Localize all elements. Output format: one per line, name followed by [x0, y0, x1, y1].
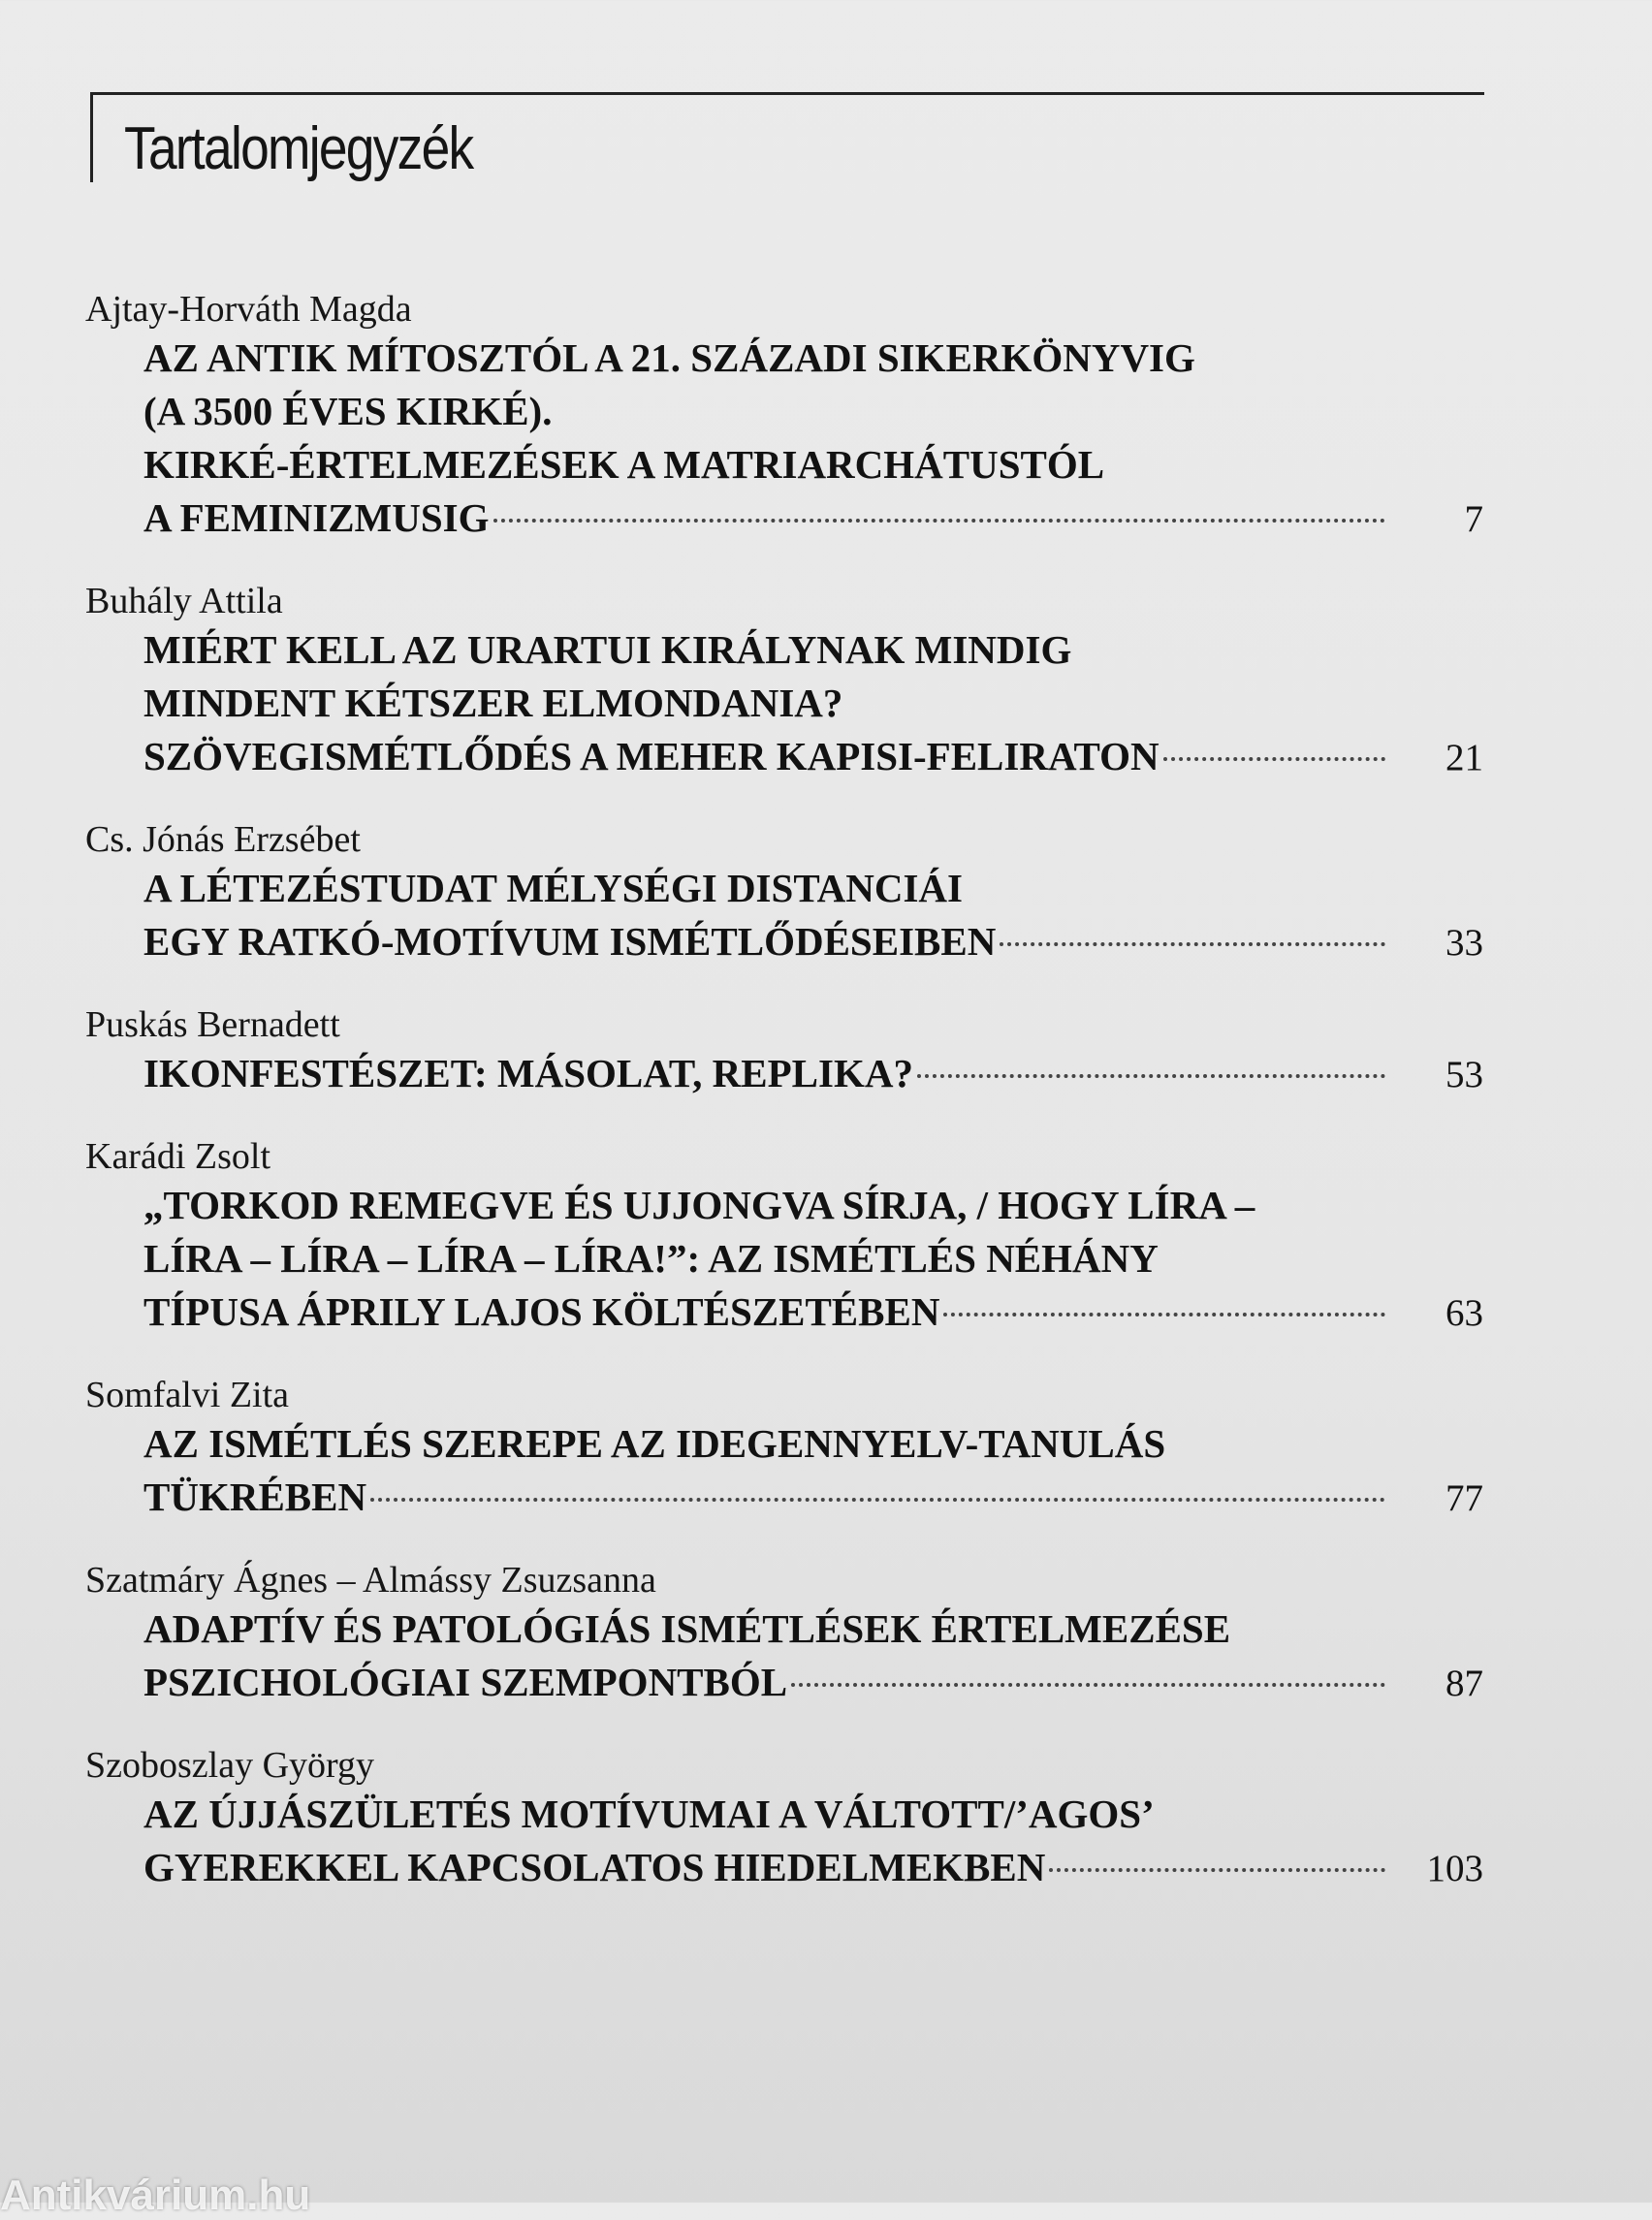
toc-entry-author: Somfalvi Zita [85, 1375, 290, 1415]
toc-entry-page-number: 77 [1446, 1477, 1483, 1519]
toc-entry-title-text: A FEMINIZMUSIG [143, 495, 490, 540]
toc-entry-title-text: MINDENT KÉTSZER ELMONDANIA? [143, 681, 843, 725]
toc-entry [85, 1002, 1483, 1101]
toc-entry [85, 1743, 1483, 1895]
dot-leader [791, 1683, 1385, 1687]
toc-entry-title-line [85, 730, 1483, 784]
toc-entry-title-line [85, 492, 1483, 546]
toc-entry-title-text: (A 3500 ÉVES KIRKÉ). [143, 389, 553, 433]
toc-entry-title-text: KIRKÉ-ÉRTELMEZÉSEK A MATRIARCHÁTUSTÓL [143, 442, 1105, 487]
toc-entry-title-line [85, 862, 1483, 915]
toc-entry-title-text: TÜKRÉBEN [143, 1475, 367, 1519]
toc-entry-title-text: EGY RATKÓ-MOTÍVUM ISMÉTLŐDÉSEIBEN [143, 919, 997, 964]
toc-entry-author: Buhály Attila [85, 581, 283, 621]
toc-entry [85, 1373, 1483, 1525]
dot-leader [1049, 1868, 1385, 1872]
toc-entry-title-line [85, 1047, 1483, 1101]
toc-entry-page-number: 87 [1446, 1663, 1483, 1704]
watermark-text: Antikvárium.hu [0, 2172, 311, 2219]
toc-entry-title-text: MIÉRT KELL AZ URARTUI KIRÁLYNAK MINDIG [143, 627, 1072, 672]
toc-entry-page-number: 63 [1446, 1292, 1483, 1334]
toc-entry-page-number: 7 [1464, 498, 1483, 540]
toc-entry-author: Cs. Jónás Erzsébet [85, 819, 361, 860]
toc-entry [85, 579, 1483, 784]
toc-entry-title-line [85, 1179, 1483, 1232]
toc-entry-author: Karádi Zsolt [85, 1136, 271, 1177]
toc-entry-title-line [85, 1417, 1483, 1471]
toc-entry-page-number: 53 [1446, 1054, 1483, 1095]
toc-entry [85, 1134, 1483, 1340]
page-title: Tartalomjegyzék [124, 115, 473, 182]
dot-leader [943, 1313, 1385, 1316]
toc-entry-title-text: ADAPTÍV ÉS PATOLÓGIÁS ISMÉTLÉSEK ÉRTELMEZÉSE [143, 1606, 1231, 1651]
toc-entry-title-line [85, 1788, 1483, 1841]
toc-entry-title-line [85, 438, 1483, 492]
toc-entry-title-text: IKONFESTÉSZET: MÁSOLAT, REPLIKA? [143, 1051, 913, 1095]
toc-entry-title-line [85, 1232, 1483, 1285]
toc-entry-title-line [85, 1602, 1483, 1656]
toc-entry-page-number: 33 [1446, 922, 1483, 964]
toc-entry-title-text: GYEREKKEL KAPCSOLATOS HIEDELMEKBEN [143, 1845, 1046, 1889]
dot-leader [370, 1498, 1385, 1502]
toc-entry-title-line [85, 1656, 1483, 1710]
table-of-contents [85, 287, 1483, 1895]
toc-entry-author: Puskás Bernadett [85, 1004, 340, 1045]
toc-entry-title-line [85, 915, 1483, 969]
toc-entry-title-line [85, 1841, 1483, 1895]
toc-entry-title-text: SZÖVEGISMÉTLŐDÉS A MEHER KAPISI-FELIRATON [143, 734, 1160, 778]
toc-entry-title-line [85, 1471, 1483, 1525]
toc-entry-title-line [85, 1285, 1483, 1340]
toc-entry [85, 287, 1483, 546]
toc-entry-title-text: AZ ANTIK MÍTOSZTÓL A 21. SZÁZADI SIKERKÖNYVIG [143, 335, 1195, 380]
toc-entry-title-text: TÍPUSA ÁPRILY LAJOS KÖLTÉSZETÉBEN [143, 1289, 940, 1334]
toc-entry [85, 817, 1483, 969]
dot-leader [1000, 942, 1385, 946]
toc-entry-title-text: AZ ÚJJÁSZÜLETÉS MOTÍVUMAI A VÁLTOTT/’AGOS’ [143, 1792, 1155, 1836]
toc-entry-page-number: 21 [1446, 737, 1483, 778]
toc-entry-author: Ajtay-Horváth Magda [85, 289, 412, 330]
toc-entry-title-line [85, 332, 1483, 385]
toc-entry-title-text: PSZICHOLÓGIAI SZEMPONTBÓL [143, 1660, 788, 1704]
dot-leader [1163, 757, 1385, 761]
toc-entry-title-text: LÍRA – LÍRA – LÍRA – LÍRA!”: AZ ISMÉTLÉS NÉHÁNY [143, 1236, 1159, 1281]
toc-entry-title-line [85, 677, 1483, 730]
toc-entry-title-text: „TORKOD REMEGVE ÉS UJJONGVA SÍRJA, / HOGY LÍRA – [143, 1183, 1255, 1227]
dot-leader [917, 1074, 1385, 1078]
dot-leader [493, 519, 1385, 523]
toc-entry-title-text: A LÉTEZÉSTUDAT MÉLYSÉGI DISTANCIÁI [143, 866, 963, 910]
toc-entry [85, 1558, 1483, 1710]
toc-entry-title-text: AZ ISMÉTLÉS SZEREPE AZ IDEGENNYELV-TANULÁS [143, 1421, 1166, 1466]
toc-entry-author: Szatmáry Ágnes – Almássy Zsuzsanna [85, 1560, 656, 1601]
toc-entry-title-line [85, 385, 1483, 438]
toc-entry-title-line [85, 623, 1483, 677]
toc-entry-author: Szoboszlay György [85, 1745, 374, 1786]
toc-entry-page-number: 103 [1426, 1848, 1483, 1889]
